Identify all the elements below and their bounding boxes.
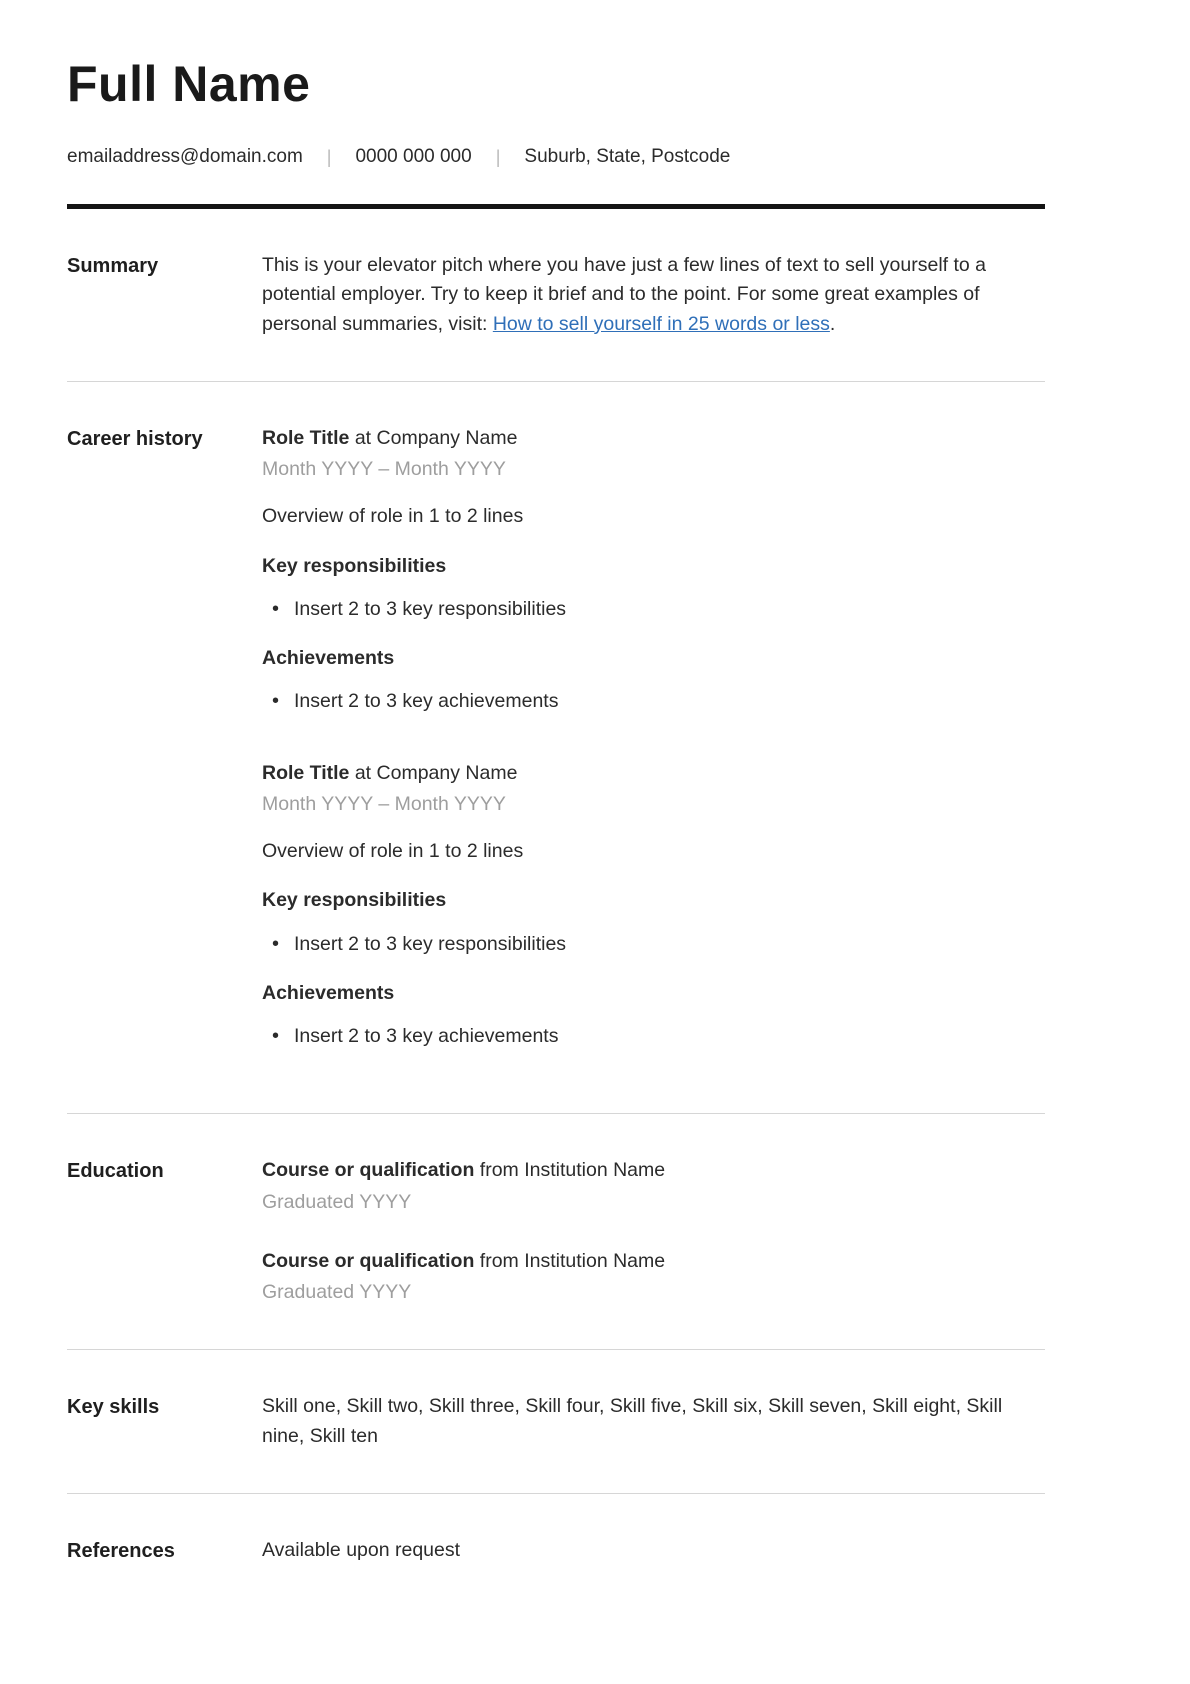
references-text: Available upon request	[262, 1538, 461, 1561]
achievement-item: • Insert 2 to 3 key achievements	[262, 687, 1045, 716]
graduation-year: Graduated YYYY	[262, 1190, 412, 1213]
full-name-title: Full Name	[67, 56, 311, 112]
graduation-year: Graduated YYYY	[262, 1281, 412, 1303]
contact-separator: |	[495, 146, 501, 167]
section-career-history	[67, 382, 1045, 1114]
role-title: Role Title	[262, 426, 350, 449]
achievements-list	[262, 1022, 1045, 1051]
job-entry	[262, 424, 1045, 717]
institution-name: from Institution Name	[474, 1249, 666, 1272]
summary-text-after-link: .	[829, 312, 836, 335]
job-entry	[262, 759, 1045, 1052]
course-title: Course or qualification	[262, 1159, 475, 1182]
section-education	[67, 1114, 1045, 1349]
key-skills-text: Skill one, Skill two, Skill three, Skill four, Skill five, Skill six, Skill seven, Skill eight, Skill nine, Skill ten	[262, 1395, 1003, 1447]
achievements-heading: Achievements	[262, 981, 395, 1004]
course-line	[262, 1156, 1045, 1185]
section-summary	[67, 209, 1045, 381]
references-label: References	[67, 1539, 175, 1562]
section-key-skills	[67, 1350, 1045, 1493]
phone-text: 0000 000 000	[355, 146, 472, 167]
role-line	[262, 424, 1045, 453]
course-title: Course or qualification	[262, 1249, 475, 1272]
role-title: Role Title	[262, 761, 350, 784]
job-dates: Month YYYY – Month YYYY	[262, 792, 506, 815]
contact-line	[67, 146, 1045, 168]
education-entry	[262, 1247, 1045, 1308]
responsibilities-list	[262, 930, 1045, 959]
email-text: emailaddress@domain.com	[67, 146, 303, 167]
responsibilities-heading: Key responsibilities	[262, 554, 447, 577]
education-label: Education	[67, 1160, 164, 1183]
job-dates: Month YYYY – Month YYYY	[262, 458, 506, 480]
achievements-list	[262, 687, 1045, 716]
responsibilities-list	[262, 595, 1045, 624]
summary-link[interactable]: How to sell yourself in 25 words or less	[492, 312, 830, 335]
job-overview: Overview of role in 1 to 2 lines	[262, 505, 524, 528]
role-line	[262, 759, 1045, 788]
contact-separator: |	[326, 146, 332, 167]
summary-label: Summary	[67, 255, 159, 277]
key-skills-label: Key skills	[67, 1396, 160, 1419]
summary-text	[262, 251, 1045, 339]
course-line	[262, 1247, 1045, 1276]
location-text: Suburb, State, Postcode	[524, 146, 731, 167]
summary-text-before-link: This is your elevator pitch where you have just a few lines of text to sell yourself to a potential employer. Try to keep it brief and to the point. For some great examples of personal summaries, visit:	[262, 254, 987, 335]
responsibility-item: • Insert 2 to 3 key responsibilities	[262, 930, 1045, 959]
responsibility-item: • Insert 2 to 3 key responsibilities	[262, 595, 1045, 624]
responsibilities-heading: Key responsibilities	[262, 889, 447, 912]
achievement-item: • Insert 2 to 3 key achievements	[262, 1022, 1045, 1051]
education-entry	[262, 1156, 1045, 1217]
job-overview: Overview of role in 1 to 2 lines	[262, 840, 524, 862]
achievements-heading: Achievements	[262, 647, 395, 669]
institution-name: from Institution Name	[474, 1159, 666, 1182]
career-history-label: Career history	[67, 427, 203, 450]
section-references	[67, 1494, 1045, 1608]
company-name: at Company Name	[349, 761, 518, 784]
company-name: at Company Name	[349, 426, 518, 449]
